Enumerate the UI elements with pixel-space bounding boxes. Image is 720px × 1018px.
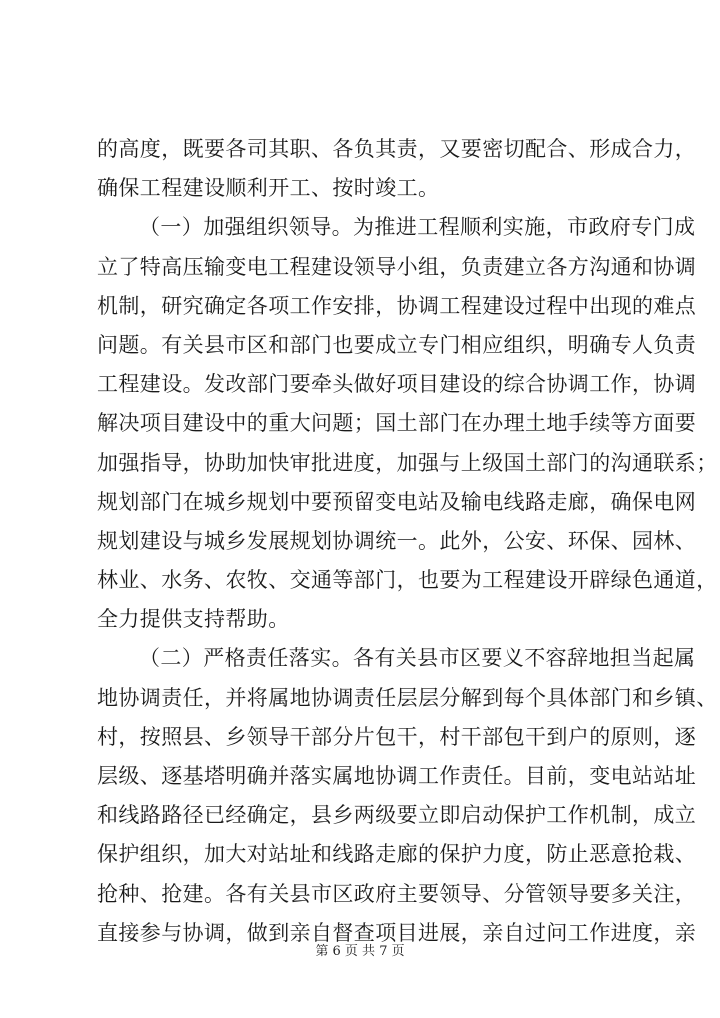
section-heading-line: （一）加强组织领导。为推进工程顺利实施，市政府专门成: [139, 215, 696, 240]
text-line: 直接参与协调，做到亲自督查项目进展，亲自过问工作进度，亲: [97, 920, 697, 945]
text-line: 机制，研究确定各项工作安排，协调工程建设过程中出现的难点: [97, 293, 697, 318]
text-line: 层级、逐基塔明确并落实属地协调工作责任。目前，变电站站址: [97, 764, 697, 788]
text-line: 抢种、抢建。各有关县市区政府主要领导、分管领导要多关注，: [97, 881, 697, 906]
text-line: 和线路路径已经确定，县乡两级要立即启动保护工作机制，成立: [97, 803, 697, 828]
text-line: 规划部门在城乡规划中要预留变电站及输电线路走廊，确保电网: [97, 489, 697, 514]
text-line: 问题。有关县市区和部门也要成立专门相应组织，明确专人负责: [97, 332, 697, 357]
text-line: 解决项目建设中的重大问题；国土部门在办理土地手续等方面要: [97, 411, 697, 436]
text-line: 保护组织，加大对站址和线路走廊的保护力度，防止恶意抢栽、: [97, 842, 697, 867]
text-line: 确保工程建设顺利开工、按时竣工。: [97, 176, 440, 201]
text-line: 林业、水务、农牧、交通等部门，也要为工程建设开辟绿色通道，: [97, 568, 718, 593]
text-line: 工程建设。发改部门要牵头做好项目建设的综合协调工作，协调: [97, 372, 697, 397]
text-line: 规划建设与城乡发展规划协调统一。此外，公安、环保、园林、: [97, 528, 697, 553]
text-line: 全力提供支持帮助。: [97, 607, 290, 632]
text-line: 加强指导，协助加快审批进度，加强与上级国土部门的沟通联系；: [97, 450, 718, 475]
section-heading-line: （二）严格责任落实。各有关县市区要义不容辞地担当起属: [139, 646, 696, 671]
text-line: 地协调责任，并将属地协调责任层层分解到每个具体部门和乡镇、: [97, 685, 718, 710]
text-line: 的高度，既要各司其职、各负其责，又要密切配合、形成合力，: [97, 137, 697, 161]
text-line: 村，按照县、乡领导干部分片包干，村干部包干到户的原则，逐: [97, 724, 697, 749]
text-line: 立了特高压输变电工程建设领导小组，负责建立各方沟通和协调: [97, 254, 697, 279]
document-body: [97, 130, 718, 953]
page-number-footer: 第 6 页 共 7 页: [315, 944, 405, 959]
